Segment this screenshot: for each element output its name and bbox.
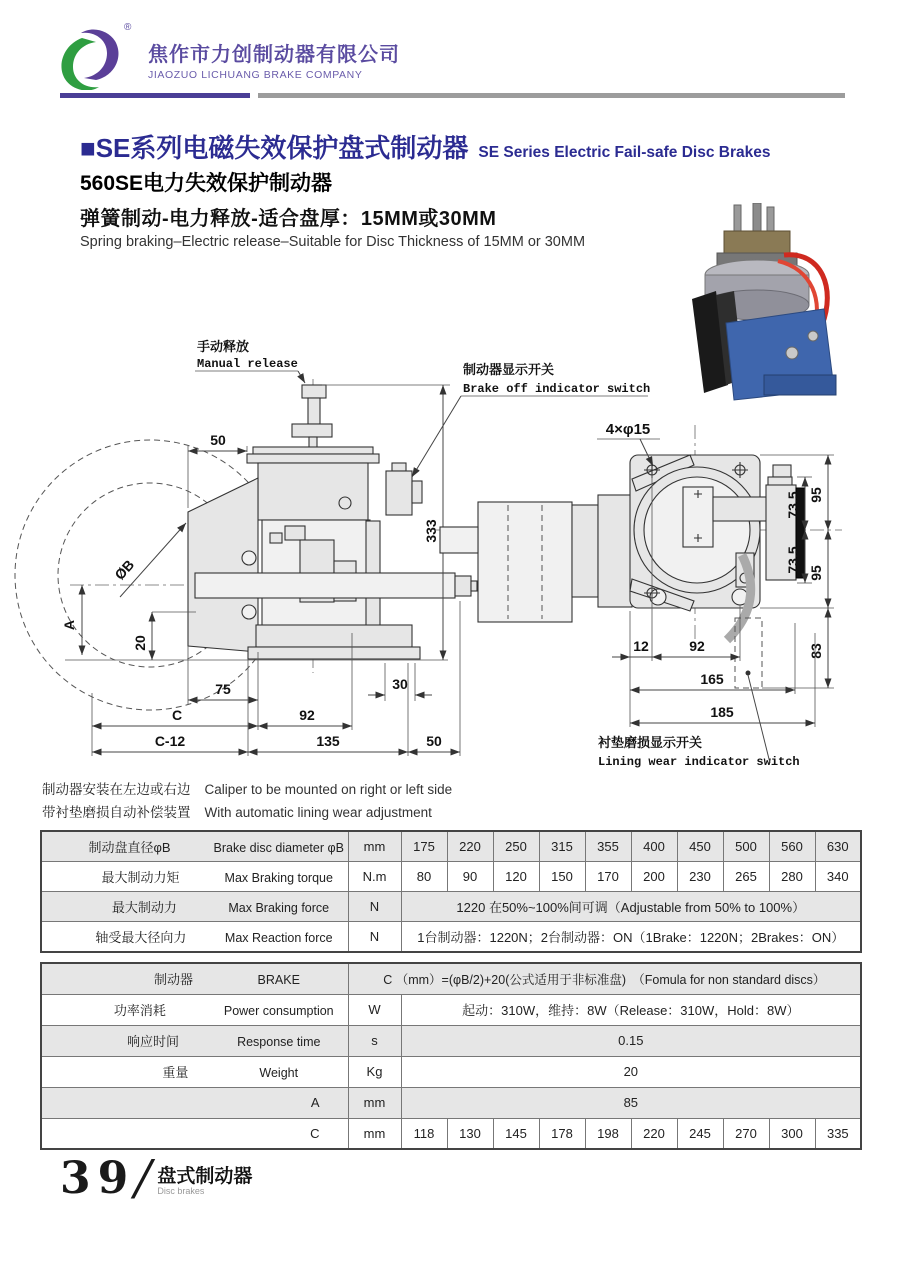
svg-text:Manual release: Manual release bbox=[197, 357, 298, 371]
lining-wear-label bbox=[598, 675, 800, 769]
spec-table-2 bbox=[40, 962, 862, 1150]
svg-text:A: A bbox=[61, 619, 77, 631]
note2-cn: 带衬垫磨损自动补偿装置 bbox=[42, 805, 191, 820]
svg-text:C: C bbox=[171, 707, 183, 723]
svg-text:135: 135 bbox=[316, 733, 340, 749]
technical-drawing bbox=[0, 333, 900, 778]
svg-text:73.5: 73.5 bbox=[785, 546, 801, 574]
svg-text:95: 95 bbox=[808, 487, 824, 503]
svg-text:ØB: ØB bbox=[111, 556, 138, 583]
table-row: 最大制动力 Max Braking force N 1220 在50%~100%间可调（Adjustable from 50% to 100%） bbox=[41, 892, 861, 922]
registered-mark: ® bbox=[124, 22, 132, 33]
note-line-2 bbox=[42, 801, 432, 821]
brake-off-indicator-label bbox=[412, 362, 650, 477]
svg-text:制动器显示开关: 制动器显示开关 bbox=[463, 362, 555, 377]
spec-table-1 bbox=[40, 830, 862, 953]
footer-slash: / bbox=[129, 1150, 158, 1206]
svg-text:手动释放: 手动释放 bbox=[197, 339, 250, 354]
note1-cn: 制动器安装在左边或右边 bbox=[42, 782, 191, 797]
svg-text:4×φ15: 4×φ15 bbox=[605, 421, 651, 438]
left-view bbox=[15, 379, 477, 710]
table-row: C mm 118 130 145 178 198 220 245 270 300 335 bbox=[41, 1118, 861, 1149]
series-title bbox=[80, 128, 770, 165]
table-row: 轴受最大径向力 Max Reaction force N 1台制动器：1220N；2台制动器：ON（1Brake：1220N；2Brakes：ON） bbox=[41, 922, 861, 953]
footer-section-en: Disc brakes bbox=[157, 1185, 205, 1196]
company-name-block bbox=[148, 38, 400, 81]
model-title: 560SE电力失效保护制动器 bbox=[80, 172, 333, 195]
table-row: 重量 Weight Kg 20 bbox=[41, 1056, 861, 1087]
svg-text:165: 165 bbox=[700, 671, 724, 687]
note1-en: Caliper to be mounted on right or left side bbox=[204, 782, 453, 797]
svg-text:92: 92 bbox=[299, 707, 315, 723]
svg-text:333: 333 bbox=[423, 519, 439, 543]
svg-text:73.5: 73.5 bbox=[785, 491, 801, 519]
left-view-dimensions bbox=[61, 385, 460, 756]
page-footer bbox=[60, 1150, 252, 1206]
footer-section-cn: 盘式制动器 bbox=[157, 1165, 253, 1187]
svg-text:衬垫磨损显示开关: 衬垫磨损显示开关 bbox=[598, 735, 703, 750]
table-row: 制动器 BRAKE C （mm）=(φB/2)+20(公式适用于非标准盘) （Fomula for non standard discs） bbox=[41, 963, 861, 994]
svg-text:C-12: C-12 bbox=[154, 733, 186, 749]
note2-en: With automatic lining wear adjustment bbox=[204, 805, 432, 820]
svg-text:83: 83 bbox=[808, 643, 824, 659]
company-name-en: JIAOZUO LICHUANG BRAKE COMPANY bbox=[148, 69, 363, 81]
svg-text:75: 75 bbox=[215, 681, 231, 697]
svg-text:Lining wear indicator switch: Lining wear indicator switch bbox=[598, 755, 800, 769]
company-name-cn: 焦作市力创制动器有限公司 bbox=[148, 44, 400, 66]
svg-text:185: 185 bbox=[710, 704, 734, 720]
manual-release-label bbox=[195, 339, 305, 383]
svg-text:20: 20 bbox=[132, 635, 148, 651]
note-line-1 bbox=[42, 778, 452, 798]
svg-text:Brake off indicator switch: Brake off indicator switch bbox=[463, 382, 651, 396]
header-rule-purple bbox=[60, 93, 250, 98]
svg-text:50: 50 bbox=[426, 733, 442, 749]
logo-swirl-icon bbox=[52, 26, 138, 90]
svg-text:92: 92 bbox=[689, 638, 705, 654]
feature-line-en: Spring braking–Electric release–Suitable for Disc Thickness of 15MM or 30MM bbox=[80, 234, 586, 250]
table-row: A mm 85 bbox=[41, 1087, 861, 1118]
svg-text:12: 12 bbox=[633, 638, 649, 654]
page-number: 39 bbox=[60, 1152, 136, 1204]
series-title-cn: ■SE系列电磁失效保护盘式制动器 bbox=[80, 133, 469, 163]
svg-text:50: 50 bbox=[210, 432, 226, 448]
svg-text:30: 30 bbox=[392, 676, 408, 692]
table-row: 功率消耗 Power consumption W 起动：310W，维持：8W（Release：310W，Hold：8W） bbox=[41, 994, 861, 1025]
series-title-en: SE Series Electric Fail-safe Disc Brakes bbox=[478, 144, 771, 161]
feature-line-cn: 弹簧制动-电力释放-适合盘厚：15MM或30MM bbox=[80, 208, 497, 230]
table-row: 最大制动力矩 Max Braking torque N.m 80 90 120 150 170 200 230 265 280 340 bbox=[41, 862, 861, 892]
header-rule-gray bbox=[258, 93, 845, 98]
table-row: 响应时间 Response time s 0.15 bbox=[41, 1025, 861, 1056]
table-row: 制动盘直径φB Brake disc diameter φB mm 175 220 250 315 355 400 450 500 560 630 bbox=[41, 831, 861, 862]
company-logo bbox=[52, 22, 138, 95]
svg-text:95: 95 bbox=[808, 565, 824, 581]
